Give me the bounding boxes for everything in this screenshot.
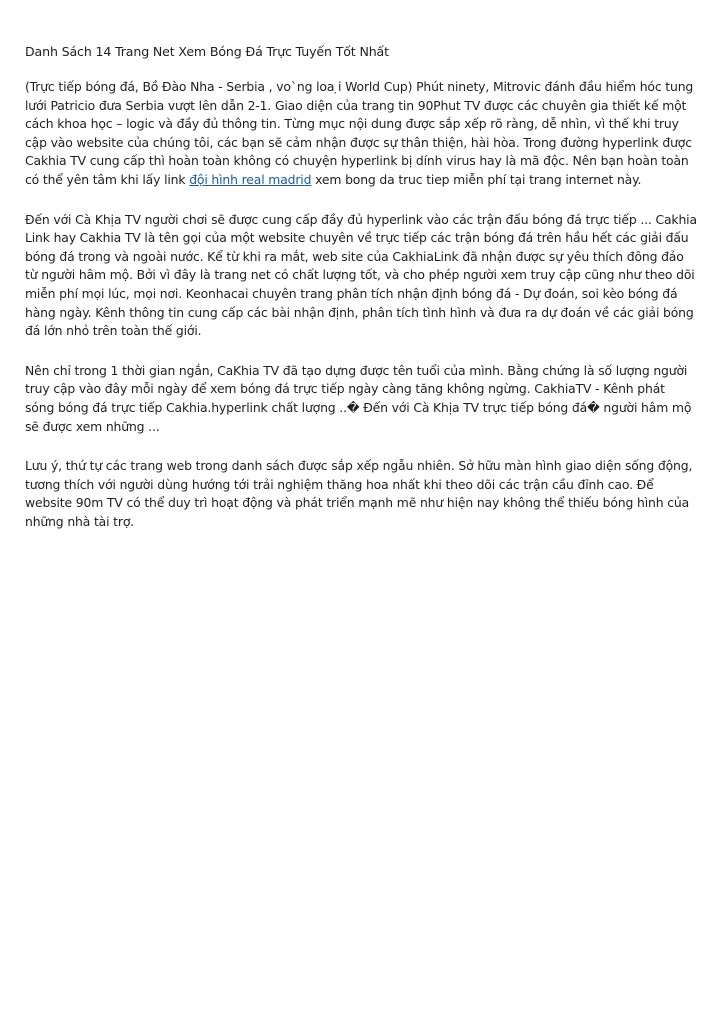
paragraph-1-text-after: xem bong da truc tiep miễn phí tại trang internet này.: [311, 171, 642, 187]
paragraph-1-text-before: (Trực tiếp bóng đá, Bồ Đào Nha - Serbia , vo`ng loa ̣i World Cup) Phút ninety, Mitrovic đánh đầu hiểm hóc tung lưới Patricio đưa Serbia vượt lên dẫn 2-1. Giao diện của trang tin 90Phut TV được các chuyên gia thiết kế một cách khoa học – logic và đầy đủ thông tin. Từng mục nội dung được sắp xếp rõ ràng, dễ nhìn, vì thế khi truy cập vào website của chúng tôi, các bạn sẽ cảm nhận được sự thân thiện, hài hòa. Trong đường hyperlink được Cakhia TV cung cấp thì hoàn toàn không có chuyện hyperlink bị dính virus hay là mã độc. Nên bạn hoàn toàn có thể yên tâm khi lấy link: [25, 79, 694, 187]
page-title: Danh Sách 14 Trang Net Xem Bóng Đá Trực Tuyến Tốt Nhất: [25, 44, 389, 59]
real-madrid-lineup-link[interactable]: đội hình real madrid: [189, 171, 312, 187]
paragraph-3: Nên chỉ trong 1 thời gian ngắn, CaKhia TV đã tạo dựng được tên tuổi của mình. Bằng chứng là số lượng người truy cập vào đây mỗi ngày để xem bóng đá trực tiếp ngày càng tăng không ngừng. CakhiaTV - Kênh phát sóng bóng đá trực tiếp Cakhia.hyperlink chất lượng ..� Đến với Cà Khịa TV trực tiếp bóng đá� người hâm mộ sẽ được xem những ...: [25, 362, 692, 434]
paragraph-2: Đến với Cà Khịa TV người chơi sẽ được cung cấp đầy đủ hyperlink vào các trận đấu bóng đá trực tiếp ... Cakhia Link hay Cakhia TV là tên gọi của một website chuyên về trực tiếp các trận bóng đá trên hầu hết các giải đấu bóng đá trong và ngoài nước. Kể từ khi ra mắt, web site của CakhiaLink đã nhận được sự yêu thích đông đảo từ người hâm mộ. Bởi vì đây là trang net có chất lượng tốt, và cho phép người xem truy cập cũng như theo dõi miễn phí mọi lúc, mọi nơi. Keonhacai chuyên trang phân tích nhận định bóng đá - Dự đoán, soi kèo bóng đá hàng ngày. Kênh thông tin cung cấp các bài nhận định, phân tích tình hình và đưa ra dự đoán về các giải bóng đá lớn nhỏ trên toàn thế giới.: [25, 211, 697, 339]
paragraph-4: Lưu ý, thứ tự các trang web trong danh sách được sắp xếp ngẫu nhiên. Sở hữu màn hình giao diện sống động, tương thích với người dùng hướng tới trải nghiệm thăng hoa nhất khi theo dõi các trận cầu đỉnh cao. Để website 90m TV có thể duy trì hoạt động và phát triển mạnh mẽ như hiện nay không thể thiếu bóng hình của những nhà tài trợ.: [25, 458, 693, 529]
document-body: [25, 43, 697, 552]
paragraph-1: [25, 78, 697, 190]
